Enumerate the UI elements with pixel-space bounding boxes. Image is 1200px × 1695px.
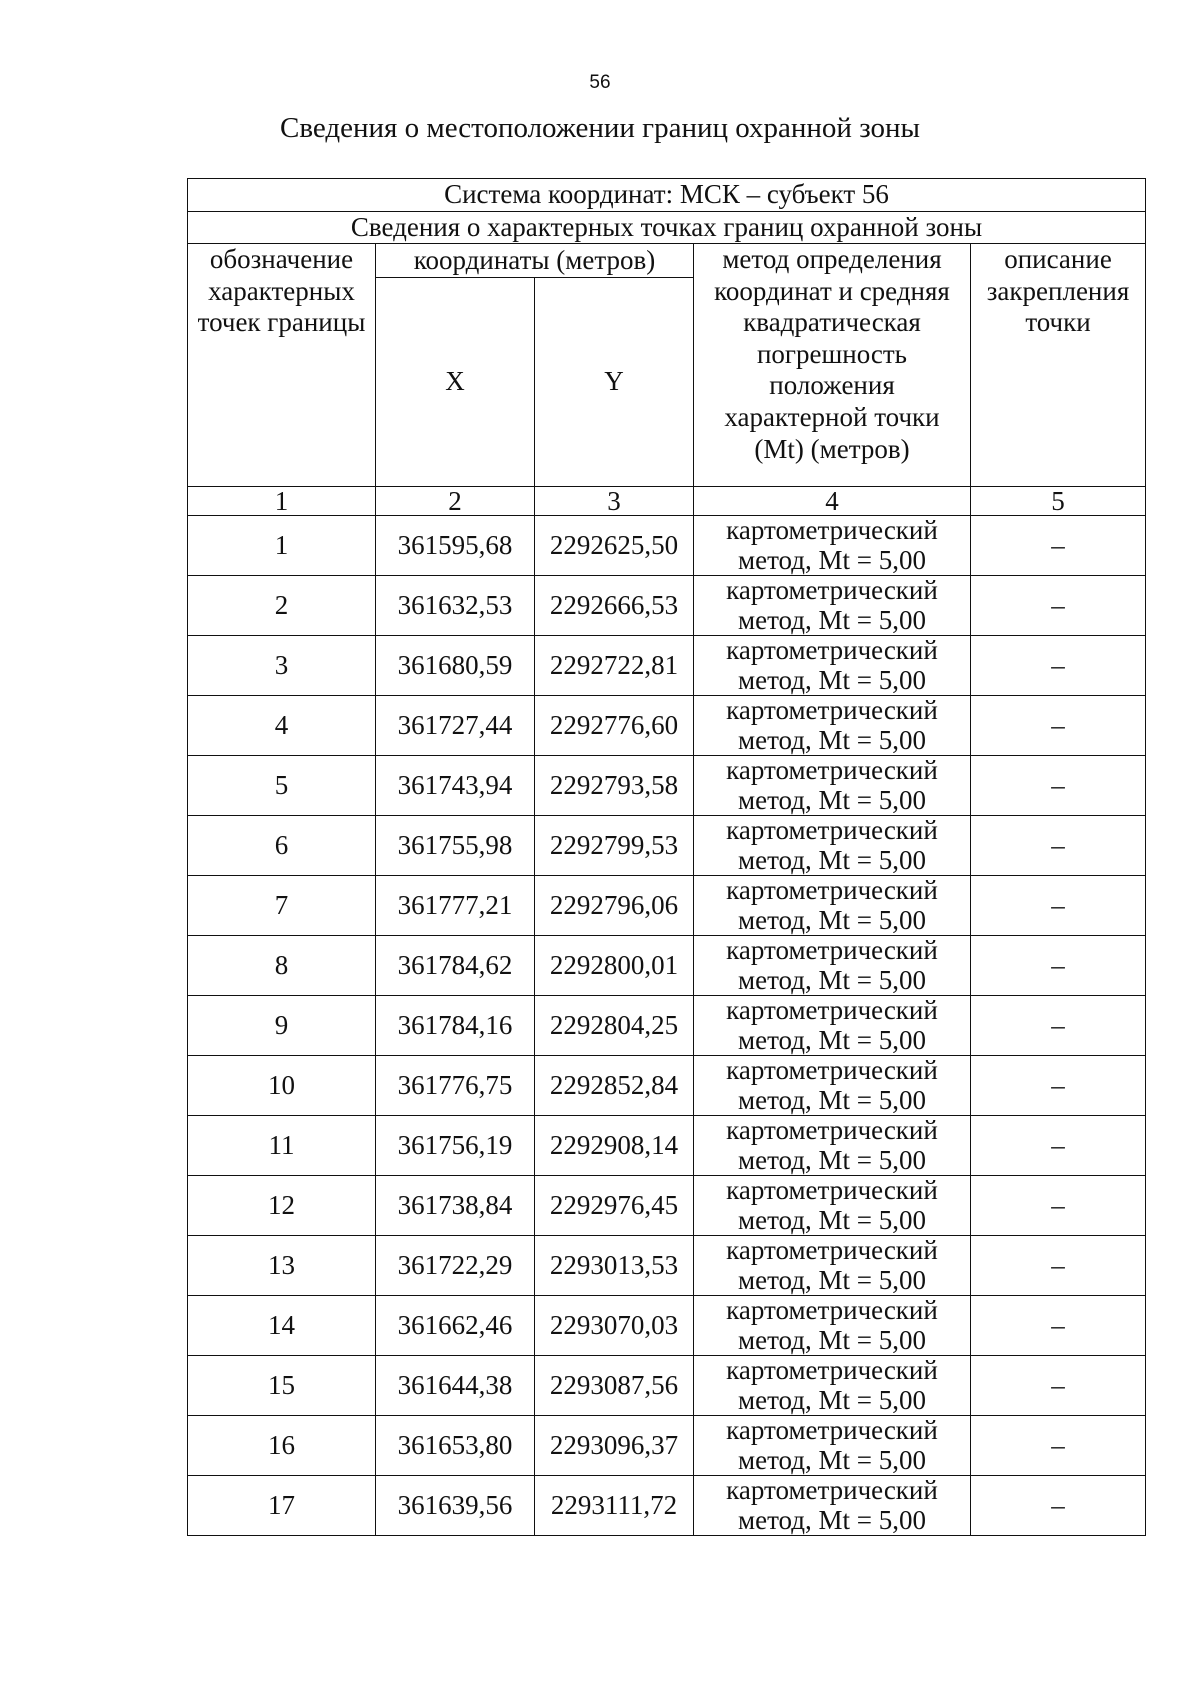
point-number-cell: 12 [188,1176,376,1236]
method-cell [694,1236,971,1296]
point-number-cell: 11 [188,1116,376,1176]
y-coordinate-cell: 2293111,72 [535,1476,694,1536]
table-row [188,1236,1146,1296]
table-row [188,516,1146,576]
table-row [188,936,1146,996]
section-title-row [188,211,1146,244]
point-number-cell: 14 [188,1296,376,1356]
method-line-2: метод, Mt = 5,00 [738,1204,926,1235]
x-coordinate-cell: 361755,98 [376,816,535,876]
column-number: 5 [971,486,1146,515]
method-line-1: картометрический [726,1175,938,1206]
point-number-cell: 16 [188,1416,376,1476]
method-line-2: метод, Mt = 5,00 [738,604,926,635]
y-coordinate-cell: 2292908,14 [535,1116,694,1176]
method-cell [694,816,971,876]
section-title-cell: Сведения о характерных точках границ охранной зоны [188,211,1146,244]
table-row [188,996,1146,1056]
table-row [188,816,1146,876]
method-line-1: картометрический [726,1475,938,1506]
method-cell [694,936,971,996]
method-cell [694,696,971,756]
table-row [188,1416,1146,1476]
method-line-1: картометрический [726,875,938,906]
description-cell: – [971,936,1146,996]
point-number-cell: 1 [188,516,376,576]
table-row [188,1476,1146,1536]
table-row [188,1176,1146,1236]
method-line-1: картометрический [726,815,938,846]
method-line-1: картометрический [726,1115,938,1146]
x-coordinate-cell: 361784,62 [376,936,535,996]
table-row [188,756,1146,816]
method-line-1: картометрический [726,1355,938,1386]
coordinates-table [187,178,1146,1536]
column-header-row [188,244,1146,278]
description-cell: – [971,576,1146,636]
method-line-2: метод, Mt = 5,00 [738,1144,926,1175]
table-row [188,1056,1146,1116]
x-coordinate-cell: 361722,29 [376,1236,535,1296]
description-cell: – [971,876,1146,936]
method-line-2: метод, Mt = 5,00 [738,544,926,575]
method-cell [694,516,971,576]
coord-system-row [188,179,1146,212]
description-cell: – [971,696,1146,756]
y-coordinate-cell: 2293070,03 [535,1296,694,1356]
point-number-cell: 15 [188,1356,376,1416]
method-cell [694,876,971,936]
y-coordinate-cell: 2292722,81 [535,636,694,696]
method-line-2: метод, Mt = 5,00 [738,724,926,755]
description-cell: – [971,1116,1146,1176]
method-line-2: метод, Mt = 5,00 [738,1444,926,1475]
point-number-cell: 3 [188,636,376,696]
point-number-cell: 4 [188,696,376,756]
method-cell [694,1356,971,1416]
x-coordinate-cell: 361680,59 [376,636,535,696]
y-coordinate-cell: 2292625,50 [535,516,694,576]
method-line-2: метод, Mt = 5,00 [738,1084,926,1115]
method-cell [694,576,971,636]
method-line-2: метод, Mt = 5,00 [738,1384,926,1415]
y-coordinate-cell: 2293087,56 [535,1356,694,1416]
x-coordinate-cell: 361632,53 [376,576,535,636]
y-coordinate-cell: 2292800,01 [535,936,694,996]
point-number-cell: 8 [188,936,376,996]
point-number-cell: 5 [188,756,376,816]
x-coordinate-cell: 361639,56 [376,1476,535,1536]
point-number-cell: 13 [188,1236,376,1296]
method-line-1: картометрический [726,635,938,666]
description-cell: – [971,636,1146,696]
header-description: описание закрепления точки [971,244,1146,487]
method-cell [694,1176,971,1236]
column-number-row [188,486,1146,515]
x-coordinate-cell: 361776,75 [376,1056,535,1116]
point-number-cell: 17 [188,1476,376,1536]
description-cell: – [971,1476,1146,1536]
method-cell [694,996,971,1056]
method-line-2: метод, Mt = 5,00 [738,784,926,815]
x-coordinate-cell: 361784,16 [376,996,535,1056]
y-coordinate-cell: 2292852,84 [535,1056,694,1116]
x-coordinate-cell: 361595,68 [376,516,535,576]
method-line-2: метод, Mt = 5,00 [738,1024,926,1055]
method-cell [694,1296,971,1356]
method-cell [694,1056,971,1116]
x-coordinate-cell: 361756,19 [376,1116,535,1176]
method-line-2: метод, Mt = 5,00 [738,964,926,995]
point-number-cell: 10 [188,1056,376,1116]
method-line-1: картометрический [726,575,938,606]
method-cell [694,1116,971,1176]
y-coordinate-cell: 2292793,58 [535,756,694,816]
column-number: 1 [188,486,376,515]
header-coordinates: координаты (метров) [376,244,694,278]
y-coordinate-cell: 2292799,53 [535,816,694,876]
method-line-2: метод, Mt = 5,00 [738,1504,926,1535]
header-method: метод определения координат и средняя квадратическая погрешность положения характерной точки (Mt) (метров) [694,244,971,487]
method-line-1: картометрический [726,935,938,966]
y-coordinate-cell: 2292976,45 [535,1176,694,1236]
description-cell: – [971,1236,1146,1296]
x-coordinate-cell: 361738,84 [376,1176,535,1236]
point-number-cell: 9 [188,996,376,1056]
method-line-1: картометрический [726,1235,938,1266]
method-line-1: картометрический [726,995,938,1026]
x-coordinate-cell: 361644,38 [376,1356,535,1416]
header-x: X [376,277,535,486]
method-cell [694,756,971,816]
description-cell: – [971,996,1146,1056]
y-coordinate-cell: 2293096,37 [535,1416,694,1476]
description-cell: – [971,1176,1146,1236]
x-coordinate-cell: 361777,21 [376,876,535,936]
header-y: Y [535,277,694,486]
column-number: 4 [694,486,971,515]
method-line-2: метод, Mt = 5,00 [738,1324,926,1355]
x-coordinate-cell: 361743,94 [376,756,535,816]
x-coordinate-cell: 361727,44 [376,696,535,756]
description-cell: – [971,1416,1146,1476]
x-coordinate-cell: 361662,46 [376,1296,535,1356]
table-row [188,696,1146,756]
y-coordinate-cell: 2292776,60 [535,696,694,756]
table-row [188,576,1146,636]
description-cell: – [971,1356,1146,1416]
y-coordinate-cell: 2292666,53 [535,576,694,636]
table-row [188,876,1146,936]
page-number: 56 [589,72,611,93]
y-coordinate-cell: 2292796,06 [535,876,694,936]
method-line-2: метод, Mt = 5,00 [738,1264,926,1295]
method-line-1: картометрический [726,1415,938,1446]
description-cell: – [971,516,1146,576]
table-row [188,1116,1146,1176]
description-cell: – [971,1296,1146,1356]
description-cell: – [971,756,1146,816]
description-cell: – [971,1056,1146,1116]
table-row [188,636,1146,696]
column-number: 3 [535,486,694,515]
method-cell [694,636,971,696]
coord-system-cell: Система координат: МСК – субъект 56 [188,179,1146,212]
method-cell [694,1476,971,1536]
method-line-1: картометрический [726,1055,938,1086]
method-cell [694,1416,971,1476]
description-cell: – [971,816,1146,876]
y-coordinate-cell: 2292804,25 [535,996,694,1056]
document-title: Сведения о местоположении границ охранной зоны [279,112,920,144]
table-row [188,1296,1146,1356]
method-line-2: метод, Mt = 5,00 [738,664,926,695]
column-number: 2 [376,486,535,515]
header-point-designation: обозначение характерных точек границы [188,244,376,487]
y-coordinate-cell: 2293013,53 [535,1236,694,1296]
method-line-2: метод, Mt = 5,00 [738,844,926,875]
x-coordinate-cell: 361653,80 [376,1416,535,1476]
method-line-1: картометрический [726,755,938,786]
table-row [188,1356,1146,1416]
method-line-1: картометрический [726,695,938,726]
method-line-1: картометрический [726,1295,938,1326]
point-number-cell: 2 [188,576,376,636]
method-line-1: картометрический [726,515,938,546]
point-number-cell: 6 [188,816,376,876]
point-number-cell: 7 [188,876,376,936]
method-line-2: метод, Mt = 5,00 [738,904,926,935]
